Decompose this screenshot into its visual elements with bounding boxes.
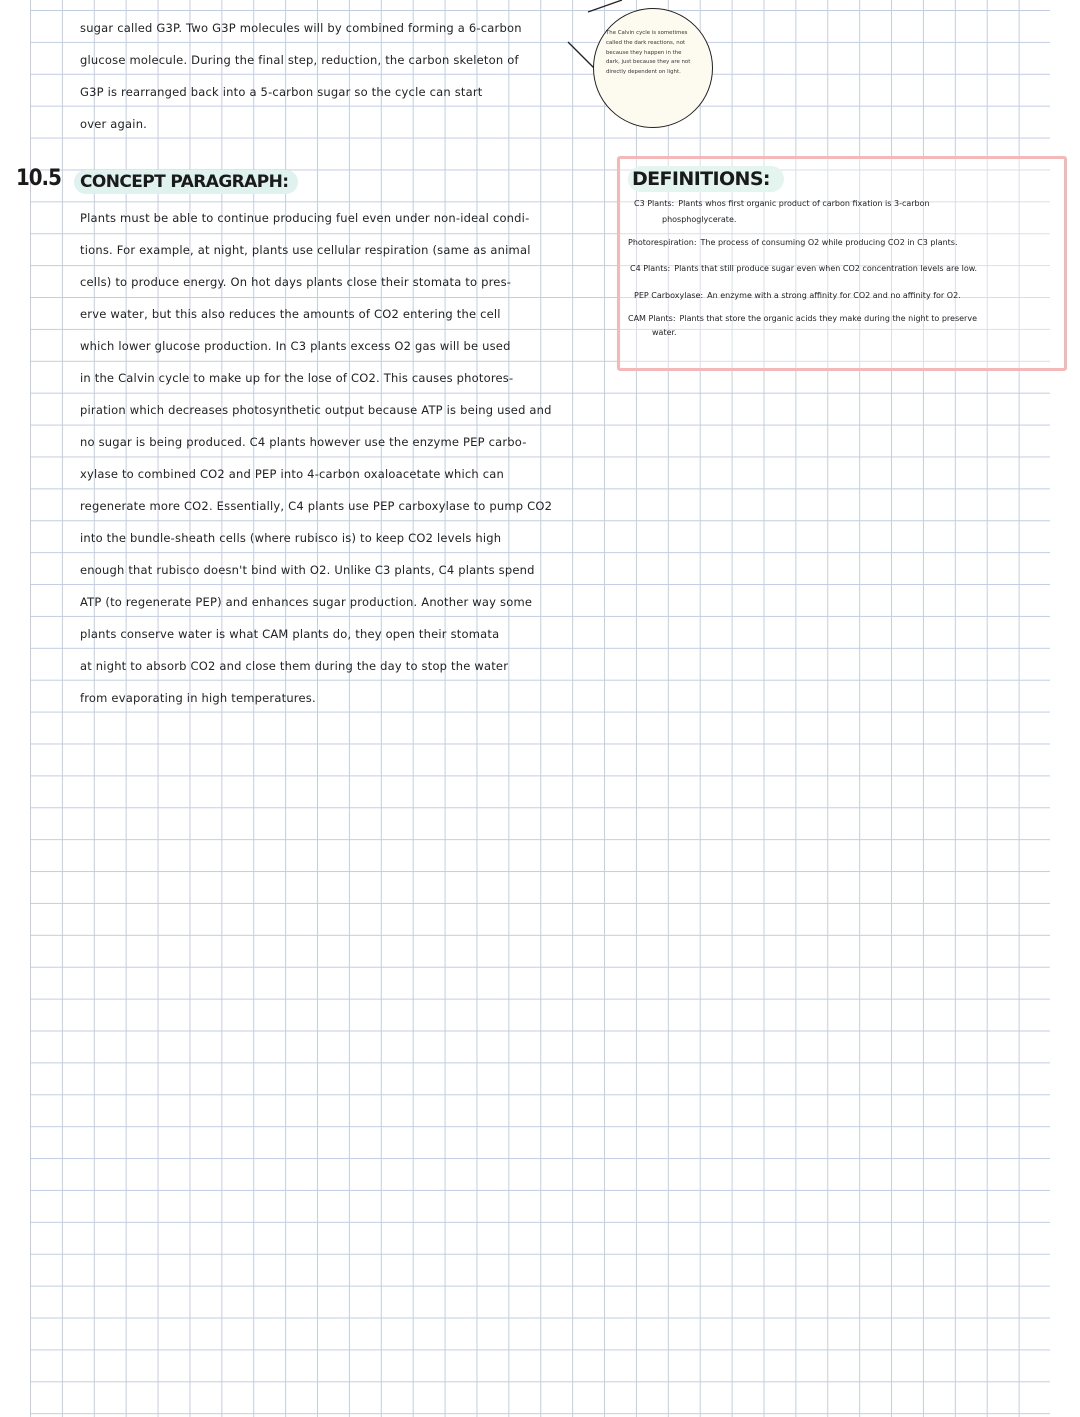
- paragraph-line: xylase to combined CO2 and PEP into 4-carbon oxaloacetate which can: [80, 467, 505, 481]
- paragraph-line: no sugar is being produced. C4 plants however use the enzyme PEP carbo-: [80, 435, 527, 449]
- callout-line: dark, just because they are not: [606, 59, 691, 66]
- callout-line: The Calvin cycle is sometimes: [606, 30, 688, 36]
- definition-text: Plants that store the organic acids they make during the night to preserve: [679, 314, 977, 323]
- paragraph-line: Plants must be able to continue producing fuel even under non-ideal condi-: [80, 211, 530, 225]
- paragraph-line: at night to absorb CO2 and close them during the day to stop the water: [80, 659, 509, 673]
- definition-text: water.: [652, 328, 677, 337]
- definition-text: Plants that still produce sugar even when CO2 concentration levels are low.: [674, 264, 978, 273]
- page-margin-left: [0, 0, 30, 1417]
- definition-continuation: [652, 326, 1062, 340]
- paragraph-line: G3P is rearranged back into a 5-carbon sugar so the cycle can start: [80, 85, 483, 99]
- definition-item: [628, 312, 1062, 326]
- paragraph-line: piration which decreases photosynthetic output because ATP is being used and: [80, 403, 552, 417]
- definition-item: [634, 286, 1062, 312]
- paragraph-line: in the Calvin cycle to make up for the lose of CO2. This causes photores-: [80, 371, 514, 385]
- definition-text: The process of consuming O2 while producing CO2 in C3 plants.: [700, 238, 958, 247]
- paragraph-line: which lower glucose production. In C3 plants excess O2 gas will be used: [80, 339, 511, 353]
- concept-paragraph: [80, 202, 570, 714]
- paragraph-line: into the bundle-sheath cells (where rubisco is) to keep CO2 levels high: [80, 531, 502, 545]
- paragraph-line: from evaporating in high temperatures.: [80, 691, 316, 705]
- definition-term: Photorespiration:: [628, 238, 697, 247]
- concept-paragraph-heading: CONCEPT PARAGRAPH:: [74, 170, 298, 194]
- paragraph-line: glucose molecule. During the final step, reduction, the carbon skeleton of: [80, 53, 519, 67]
- section-number: 10.5: [16, 166, 61, 191]
- definition-text: An enzyme with a strong affinity for CO2 and no affinity for O2.: [707, 291, 961, 300]
- definition-text: phosphoglycerate.: [662, 215, 737, 224]
- paragraph-line: erve water, but this also reduces the amounts of CO2 entering the cell: [80, 307, 501, 321]
- definition-item: [628, 230, 1062, 258]
- definitions-list: [628, 198, 1062, 340]
- definition-term: C4 Plants:: [630, 264, 671, 273]
- callout-bubble: [593, 8, 713, 128]
- definition-term: CAM Plants:: [628, 314, 676, 323]
- definition-term: C3 Plants:: [634, 199, 675, 208]
- callout-line: called the dark reactions, not: [606, 39, 686, 46]
- definition-continuation: [662, 210, 1062, 230]
- definition-text: Plants whos first organic product of carbon fixation is 3-carbon: [678, 199, 930, 208]
- definitions-heading: DEFINITIONS:: [628, 166, 784, 192]
- paragraph-line: over again.: [80, 117, 148, 131]
- paragraph-line: regenerate more CO2. Essentially, C4 plants use PEP carboxylase to pump CO2: [80, 499, 553, 513]
- paragraph-line: sugar called G3P. Two G3P molecules will by combined forming a 6-carbon: [80, 21, 522, 35]
- top-paragraph: [80, 12, 570, 140]
- callout-line: because they happen in the: [606, 49, 682, 56]
- paragraph-line: ATP (to regenerate PEP) and enhances sugar production. Another way some: [80, 595, 533, 609]
- paragraph-line: enough that rubisco doesn't bind with O2. Unlike C3 plants, C4 plants spend: [80, 563, 535, 577]
- callout-line: directly dependent on light.: [606, 69, 681, 76]
- paragraph-line: cells) to produce energy. On hot days plants close their stomata to pres-: [80, 275, 512, 289]
- definition-item: [630, 258, 1062, 286]
- definition-item: [634, 198, 1062, 210]
- paragraph-line: plants conserve water is what CAM plants do, they open their stomata: [80, 627, 500, 641]
- paragraph-line: tions. For example, at night, plants use cellular respiration (same as animal: [80, 243, 531, 257]
- definition-term: PEP Carboxylase:: [634, 291, 704, 300]
